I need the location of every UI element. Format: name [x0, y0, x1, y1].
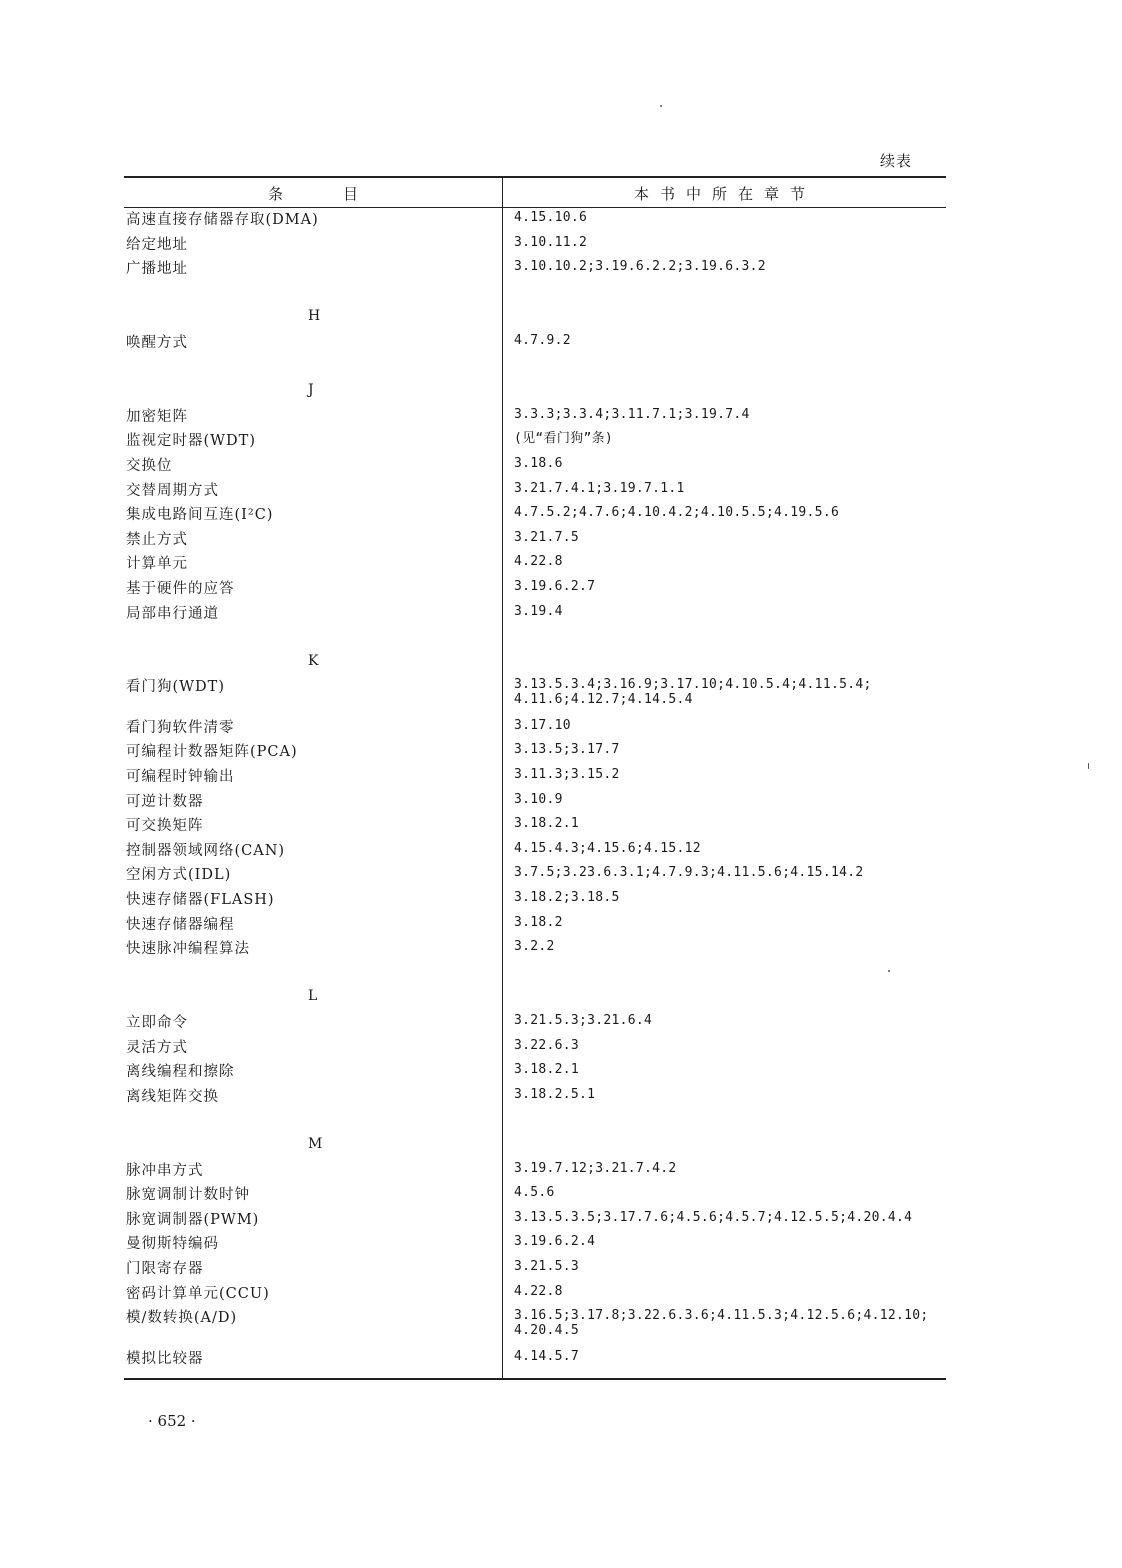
index-term: 交替周期方式: [126, 482, 219, 499]
table-row: [124, 528, 946, 553]
table-row: [124, 839, 946, 864]
group-letter-text: L: [308, 988, 318, 1005]
table-row: [124, 503, 946, 528]
group-letter: [124, 380, 946, 405]
index-term: 高速直接存储器存取(DMA): [126, 212, 319, 228]
table-row: [124, 233, 946, 258]
table-row: [124, 1208, 946, 1233]
index-term: 可逆计数器: [126, 793, 204, 810]
table-row: [124, 863, 946, 888]
group-letter-text: K: [308, 652, 319, 669]
index-term: 门限寄存器: [126, 1260, 204, 1277]
index-term: 计算单元: [126, 556, 188, 573]
index-term: 唤醒方式: [126, 334, 188, 351]
section-reference: 3.22.6.3: [514, 1037, 580, 1053]
table-row: [124, 1060, 946, 1085]
group-letter-text: J: [308, 382, 314, 399]
section-reference: (见“看门狗”条): [514, 431, 614, 447]
scan-speck: [1088, 763, 1089, 769]
table-row: [124, 552, 946, 577]
index-term: 可交换矩阵: [126, 818, 204, 835]
header-term: 条目: [267, 185, 418, 203]
index-term: 空闲方式(IDL): [126, 867, 232, 884]
table-row: [124, 1257, 946, 1282]
group-spacer: [124, 1109, 946, 1134]
index-table: [124, 176, 946, 1380]
section-reference: 3.19.4: [514, 603, 563, 619]
table-row: [124, 479, 946, 504]
table-row: [124, 208, 946, 233]
index-term: 集成电路间互连(I²C): [126, 507, 274, 524]
index-term: 灵活方式: [126, 1039, 188, 1056]
index-term: 控制器领域网络(CAN): [126, 842, 286, 859]
table-row: [124, 937, 946, 962]
section-reference: 3.2.2: [514, 939, 555, 955]
section-reference: 3.10.9: [514, 791, 563, 807]
table-row: [124, 577, 946, 602]
table-row: [124, 257, 946, 282]
section-reference: 3.18.2.5.1: [514, 1086, 596, 1102]
section-reference: 3.13.5.3.4;3.16.9;3.17.10;4.10.5.4;4.11.5.4; 4.11.6;4.12.7;4.14.5.4: [514, 677, 872, 708]
group-letter-text: M: [308, 1135, 323, 1152]
group-letter: [124, 306, 946, 331]
index-term: 快速存储器编程: [126, 916, 235, 933]
table-row: [124, 1085, 946, 1110]
group-spacer: [124, 626, 946, 651]
table-row: [124, 1282, 946, 1307]
index-term: 曼彻斯特编码: [126, 1236, 219, 1253]
table-row: [124, 716, 946, 741]
section-reference: 3.18.2: [514, 914, 563, 930]
index-term: 基于硬件的应答: [126, 580, 235, 597]
index-term: 监视定时器(WDT): [126, 433, 257, 450]
section-reference: 3.17.10: [514, 717, 571, 733]
index-term: 可编程时钟输出: [126, 769, 235, 786]
index-term: 脉宽调制计数时钟: [126, 1187, 250, 1204]
section-reference: 4.15.4.3;4.15.6;4.15.12: [514, 840, 701, 856]
index-term: 给定地址: [126, 236, 188, 253]
section-reference: 3.19.7.12;3.21.7.4.2: [514, 1160, 677, 1176]
section-reference: 3.21.7.5: [514, 529, 580, 545]
table-row: [124, 740, 946, 765]
table-row: [124, 1306, 946, 1347]
index-term: 脉冲串方式: [126, 1162, 204, 1179]
section-reference: 3.18.2.1: [514, 816, 580, 832]
index-term: 快速存储器(FLASH): [126, 892, 275, 909]
index-term: 模/数转换(A/D): [126, 1310, 238, 1327]
index-term: 立即命令: [126, 1015, 188, 1031]
table-row: [124, 1011, 946, 1036]
section-reference: 4.22.8: [514, 1283, 563, 1299]
index-term: 脉宽调制器(PWM): [126, 1211, 260, 1228]
section-reference: 3.3.3;3.3.4;3.11.7.1;3.19.7.4: [514, 406, 750, 422]
index-term: 交换位: [126, 457, 173, 474]
section-reference: 3.13.5;3.17.7: [514, 742, 620, 758]
group-spacer: [124, 356, 946, 381]
group-letter: [124, 986, 946, 1011]
table-row: [124, 331, 946, 356]
table-row: [124, 913, 946, 938]
table-row: [124, 814, 946, 839]
index-term: 离线矩阵交换: [126, 1088, 219, 1105]
group-letter: [124, 1134, 946, 1159]
section-reference: 3.18.2;3.18.5: [514, 890, 620, 906]
table-row: [124, 888, 946, 913]
table-row: [124, 1159, 946, 1184]
page-number: · 652 ·: [148, 1412, 196, 1430]
index-term: 加密矩阵: [126, 408, 188, 425]
table-header: [124, 178, 946, 208]
table-row: [124, 602, 946, 627]
index-term: 看门狗(WDT): [126, 679, 226, 696]
table-row: [124, 1347, 946, 1372]
group-spacer: [124, 962, 946, 987]
index-term: 看门狗软件清零: [126, 719, 235, 736]
section-reference: 4.5.6: [514, 1185, 555, 1201]
index-term: 离线编程和擦除: [126, 1064, 235, 1081]
section-reference: 3.18.6: [514, 455, 563, 471]
group-letter: [124, 651, 946, 676]
section-reference: 3.18.2.1: [514, 1062, 580, 1078]
index-term: 禁止方式: [126, 531, 188, 548]
section-reference: 3.10.11.2: [514, 234, 588, 250]
section-reference: 3.19.6.2.7: [514, 578, 596, 594]
group-spacer: [124, 282, 946, 307]
header-section: 本书中所在章节: [633, 185, 816, 203]
scan-speck: [888, 970, 890, 972]
index-term: 可编程计数器矩阵(PCA): [126, 744, 298, 761]
index-term: 局部串行通道: [126, 605, 219, 622]
index-term: 快速脉冲编程算法: [126, 941, 250, 958]
continued-label: 续表: [880, 152, 913, 170]
index-term: 广播地址: [126, 261, 188, 278]
table-row: [124, 1232, 946, 1257]
table-row: [124, 1183, 946, 1208]
section-reference: 4.15.10.6: [514, 210, 588, 225]
section-reference: 3.11.3;3.15.2: [514, 767, 620, 783]
section-reference: 4.7.5.2;4.7.6;4.10.4.2;4.10.5.5;4.19.5.6: [514, 505, 840, 521]
section-reference: 3.7.5;3.23.6.3.1;4.7.9.3;4.11.5.6;4.15.14.2: [514, 865, 864, 881]
section-reference: 3.21.5.3: [514, 1258, 580, 1274]
table-row: [124, 790, 946, 815]
table-row: [124, 405, 946, 430]
table-body: [124, 208, 946, 1371]
table-row: [124, 765, 946, 790]
table-row: [124, 429, 946, 454]
scan-speck: [660, 105, 662, 107]
table-row: [124, 675, 946, 716]
section-reference: 4.14.5.7: [514, 1348, 580, 1364]
section-reference: 4.7.9.2: [514, 332, 571, 348]
section-reference: 3.10.10.2;3.19.6.2.2;3.19.6.3.2: [514, 259, 766, 275]
group-letter-text: H: [308, 308, 321, 325]
section-reference: 3.21.5.3;3.21.6.4: [514, 1013, 653, 1028]
index-term: 模拟比较器: [126, 1350, 204, 1367]
table-row: [124, 1036, 946, 1061]
section-reference: 4.22.8: [514, 554, 563, 570]
section-reference: 3.16.5;3.17.8;3.22.6.3.6;4.11.5.3;4.12.5.6;4.12.10; 4.20.4.5: [514, 1308, 929, 1339]
section-reference: 3.19.6.2.4: [514, 1234, 596, 1250]
section-reference: 3.13.5.3.5;3.17.7.6;4.5.6;4.5.7;4.12.5.5;4.20.4.4: [514, 1209, 913, 1225]
section-reference: 3.21.7.4.1;3.19.7.1.1: [514, 480, 685, 496]
index-term: 密码计算单元(CCU): [126, 1285, 270, 1302]
table-row: [124, 454, 946, 479]
